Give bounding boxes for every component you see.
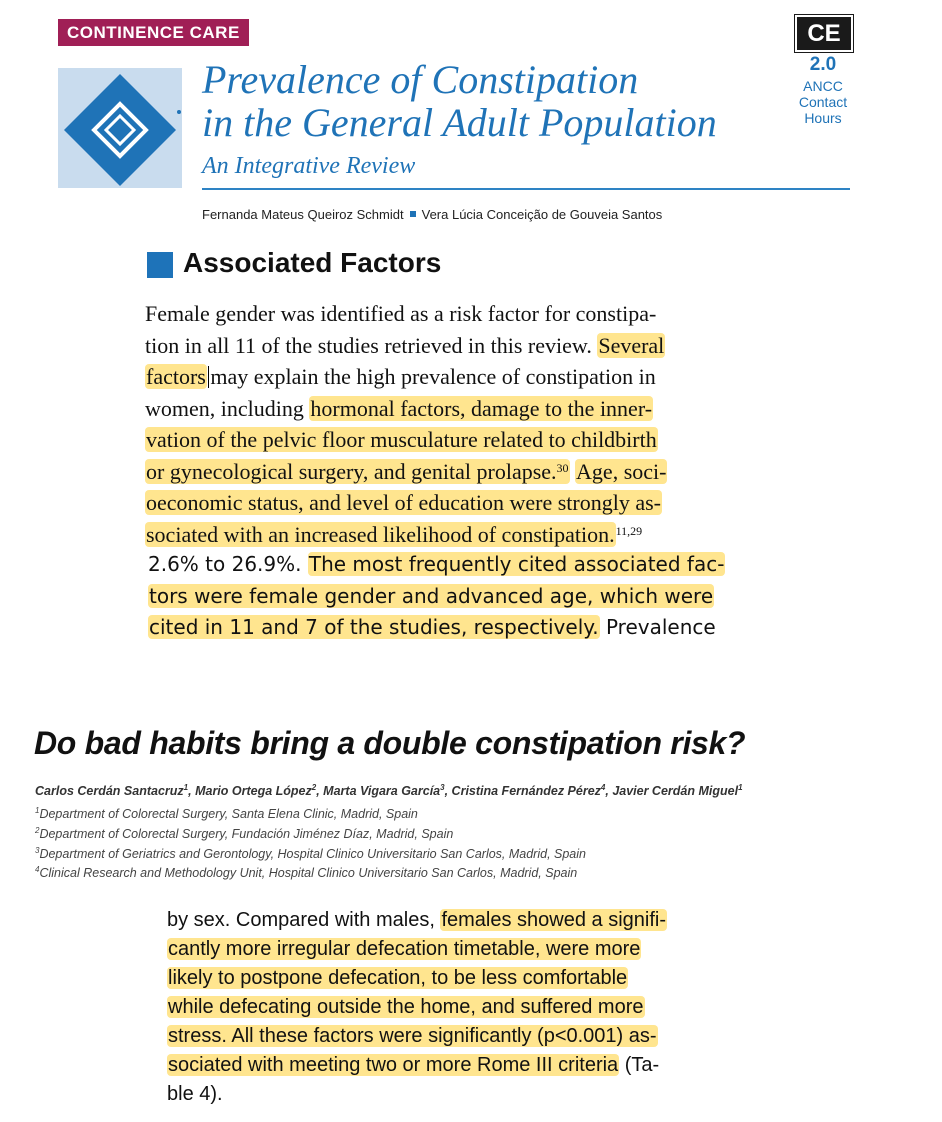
affiliation: $^1$Department of Colorectal Surgery, Santa Elena Clinic, Madrid, Spain [35,806,418,821]
paragraph-prevalence [148,549,788,644]
highlight[interactable]: sociated with an increased likelihood of constipation. [146,521,615,547]
highlight[interactable]: Age, soci- [576,458,667,484]
highlight[interactable]: vation of the pelvic floor musculature related to childbirth [146,427,657,452]
article-subtitle: An Integrative Review [202,153,416,179]
text-line [145,424,785,456]
journal-logo [58,68,182,188]
affiliation: $^4$Clinical Research and Methodology Unit, Hospital Clinico Universitario San Carlos, Madrid, Spain [35,865,578,880]
ce-hours-value: 2.0 [809,54,837,75]
highlight[interactable]: cantly more irregular defecation timetable, were more [168,938,641,960]
highlight[interactable]: The most frequently cited associated fac- [308,552,725,576]
text-line [167,964,767,993]
paragraph-associated-factors [145,298,785,550]
title-rule [202,188,850,190]
highlight[interactable]: likely to postpone defecation, to be less comfortable [168,967,628,989]
text-line [167,1022,767,1051]
highlight[interactable]: or gynecological surgery, and genital prolapse.$^{30}$ [146,458,569,484]
ce-contact-label: Contact [798,94,848,110]
reference-marker: 11,29 [615,523,643,538]
text-line [167,993,767,1022]
affiliation: $^2$Department of Colorectal Surgery, Fundación Jiménez Díaz, Madrid, Spain [35,826,454,841]
highlight[interactable]: tors were female gender and advanced age, which were [149,583,714,608]
affiliation: $^3$Department of Geriatrics and Gerontology, Hospital Clinico Universitario San Carlos, Madrid, Spain [35,846,586,861]
text-line: by sex. Compared with males, females showed a signifi- [167,909,667,931]
text-line [145,519,785,551]
highlight[interactable]: cited in 11 and 7 of the studies, respectively. [149,615,599,639]
author: Javier Cerdán Miguel [612,784,739,798]
text-line: Female gender was identified as a risk factor for constipa- [145,301,657,326]
text-line: ble 4). [167,1083,223,1105]
text-line: sociated with meeting two or more Rome III criteria (Ta- [168,1054,660,1076]
text-line: 2.6% to 26.9%. The most frequently cited associated fac- [148,552,725,576]
highlight[interactable]: while defecating outside the home, and suffered more [168,996,644,1018]
text-line: tion in all 11 of the studies retrieved in this review. Several [145,332,665,358]
text-line: factors may explain the high prevalence of constipation in [146,364,656,389]
highlight[interactable]: stress. All these factors were significantly (p<0.001) as- [168,1025,657,1047]
article2-title: Do bad habits bring a double constipation risk? [34,725,746,761]
highlight[interactable]: factors [146,364,206,389]
author: Marta Vigara García [323,784,441,798]
author-separator-icon [410,211,416,217]
article-title-line1: Prevalence of Constipation [202,57,639,102]
article-authors [202,207,662,222]
ce-ancc-label: ANCC [803,78,843,94]
text-line [167,935,767,964]
article-title-line2: in the General Adult Population [202,100,717,145]
author: Cristina Fernández Pérez [451,784,601,798]
text-line [148,581,788,613]
section-heading: Associated Factors [183,247,442,278]
text-line [145,487,785,519]
text-line: cited in 11 and 7 of the studies, respectively. Prevalence [149,615,716,639]
text-line: women, including hormonal factors, damage to the inner- [145,395,653,421]
text-line [145,456,785,488]
highlight[interactable]: Several [598,332,665,358]
highlight[interactable]: females showed a signifi- [441,909,667,931]
section-badge: CONTINENCE CARE [58,19,249,46]
ce-hours-label: Hours [804,110,842,126]
reference-marker: 30 [556,460,569,475]
article2-authors: Carlos Cerdán Santacruz$^1$, Mario Ortega López$^2$, Marta Vigara García$^3$, Cristina Fernández Pérez$^4$, Javier Cerdán Miguel$^1$ [35,783,743,798]
highlight[interactable]: sociated with meeting two or more Rome III criteria [168,1054,619,1076]
author: Mario Ortega López [195,784,312,798]
heading-square-icon [147,252,173,278]
highlight[interactable]: hormonal factors, damage to the inner- [310,395,653,421]
highlight[interactable]: oeconomic status, and level of education were strongly as- [146,490,662,515]
ce-badge: CE [795,15,853,52]
author-1: Fernanda Mateus Queiroz Schmidt [202,207,404,222]
author-2: Vera Lúcia Conceição de Gouveia Santos [421,207,663,222]
author: Carlos Cerdán Santacruz [35,784,184,798]
paragraph-sex-differences [167,906,767,1109]
